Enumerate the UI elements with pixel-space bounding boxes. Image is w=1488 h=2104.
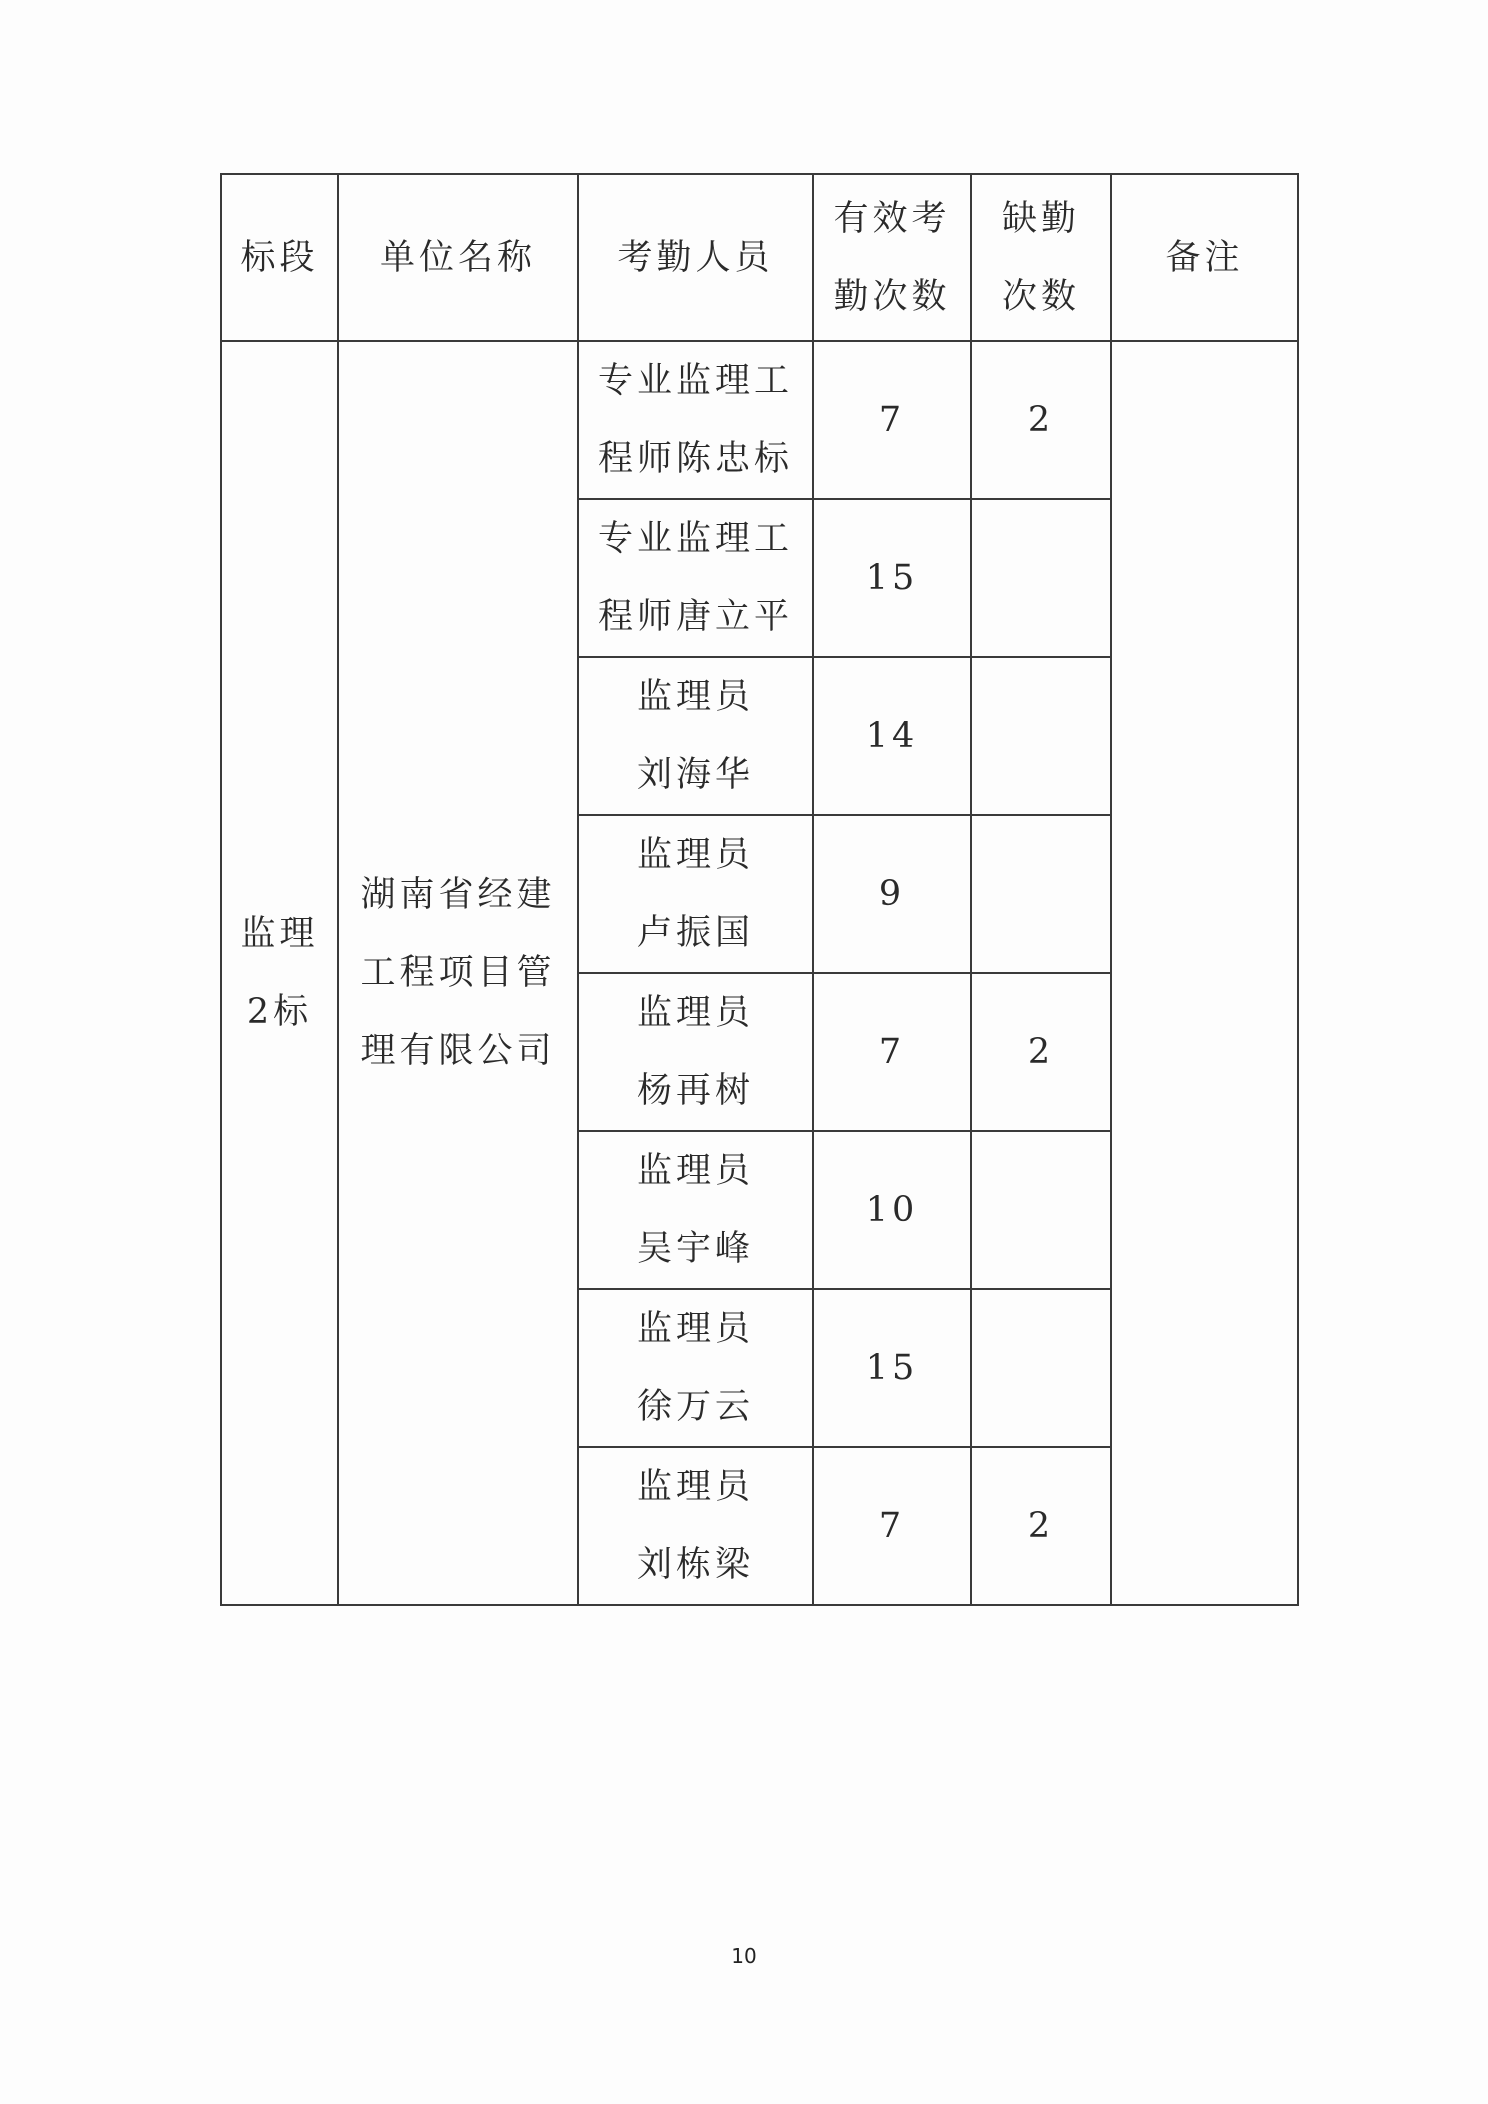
personnel-cell <box>578 973 813 1131</box>
header-remark <box>1111 174 1298 341</box>
section-cell <box>221 341 338 1605</box>
header-valid-count <box>813 174 971 341</box>
header-row <box>221 174 1298 341</box>
personnel-cell <box>578 815 813 973</box>
personnel-name: 程师唐立平 <box>597 597 793 637</box>
personnel-name: 刘栋梁 <box>636 1545 754 1585</box>
header-personnel <box>578 174 813 341</box>
personnel-name: 徐万云 <box>636 1387 754 1427</box>
valid-count-cell: 7 <box>813 1447 971 1605</box>
personnel-name: 吴宇峰 <box>636 1229 754 1269</box>
absent-count-cell: 2 <box>971 973 1111 1131</box>
header-section-label: 标段 <box>240 237 319 278</box>
absent-count-cell <box>971 815 1111 973</box>
header-valid-line2: 勤次数 <box>833 276 951 317</box>
header-absent-count <box>971 174 1111 341</box>
absent-count-cell <box>971 1289 1111 1447</box>
company-line3: 理有限公司 <box>360 1031 556 1071</box>
personnel-title: 监理员 <box>636 677 754 717</box>
personnel-title: 监理员 <box>636 1151 754 1191</box>
absent-count-cell: 2 <box>971 1447 1111 1605</box>
company-line1: 湖南省经建 <box>360 875 556 915</box>
section-line2: 2标 <box>246 992 313 1032</box>
header-absent-line1: 缺勤 <box>1001 198 1080 239</box>
personnel-cell <box>578 1289 813 1447</box>
header-valid-line1: 有效考 <box>833 198 951 239</box>
valid-count-cell: 15 <box>813 1289 971 1447</box>
absent-count-cell <box>971 657 1111 815</box>
remark-cell <box>1111 341 1298 1605</box>
header-company <box>338 174 578 341</box>
personnel-cell <box>578 1447 813 1605</box>
personnel-cell <box>578 1131 813 1289</box>
personnel-title: 专业监理工 <box>597 361 793 401</box>
header-personnel-label: 考勤人员 <box>617 237 774 278</box>
personnel-name: 杨再树 <box>636 1071 754 1111</box>
header-company-label: 单位名称 <box>379 237 536 278</box>
personnel-title: 监理员 <box>636 1467 754 1507</box>
absent-count-cell: 2 <box>971 341 1111 499</box>
personnel-cell <box>578 341 813 499</box>
personnel-name: 程师陈忠标 <box>597 439 793 479</box>
header-absent-line2: 次数 <box>1001 276 1080 317</box>
personnel-name: 卢振国 <box>636 913 754 953</box>
attendance-table <box>220 173 1299 1606</box>
valid-count-cell: 9 <box>813 815 971 973</box>
personnel-name: 刘海华 <box>636 755 754 795</box>
personnel-title: 监理员 <box>636 1309 754 1349</box>
personnel-title: 专业监理工 <box>597 519 793 559</box>
valid-count-cell: 15 <box>813 499 971 657</box>
company-cell <box>338 341 578 1605</box>
valid-count-cell: 10 <box>813 1131 971 1289</box>
header-remark-label: 备注 <box>1165 237 1244 278</box>
valid-count-cell: 7 <box>813 973 971 1131</box>
personnel-title: 监理员 <box>636 835 754 875</box>
company-line2: 工程项目管 <box>360 953 556 993</box>
personnel-cell <box>578 657 813 815</box>
valid-count-cell: 14 <box>813 657 971 815</box>
personnel-cell <box>578 499 813 657</box>
section-line1: 监理 <box>240 914 319 954</box>
page-number: 10 <box>731 1944 757 1968</box>
absent-count-cell <box>971 1131 1111 1289</box>
absent-count-cell <box>971 499 1111 657</box>
header-section <box>221 174 338 341</box>
table-row <box>221 341 1298 499</box>
valid-count-cell: 7 <box>813 341 971 499</box>
personnel-title: 监理员 <box>636 993 754 1033</box>
